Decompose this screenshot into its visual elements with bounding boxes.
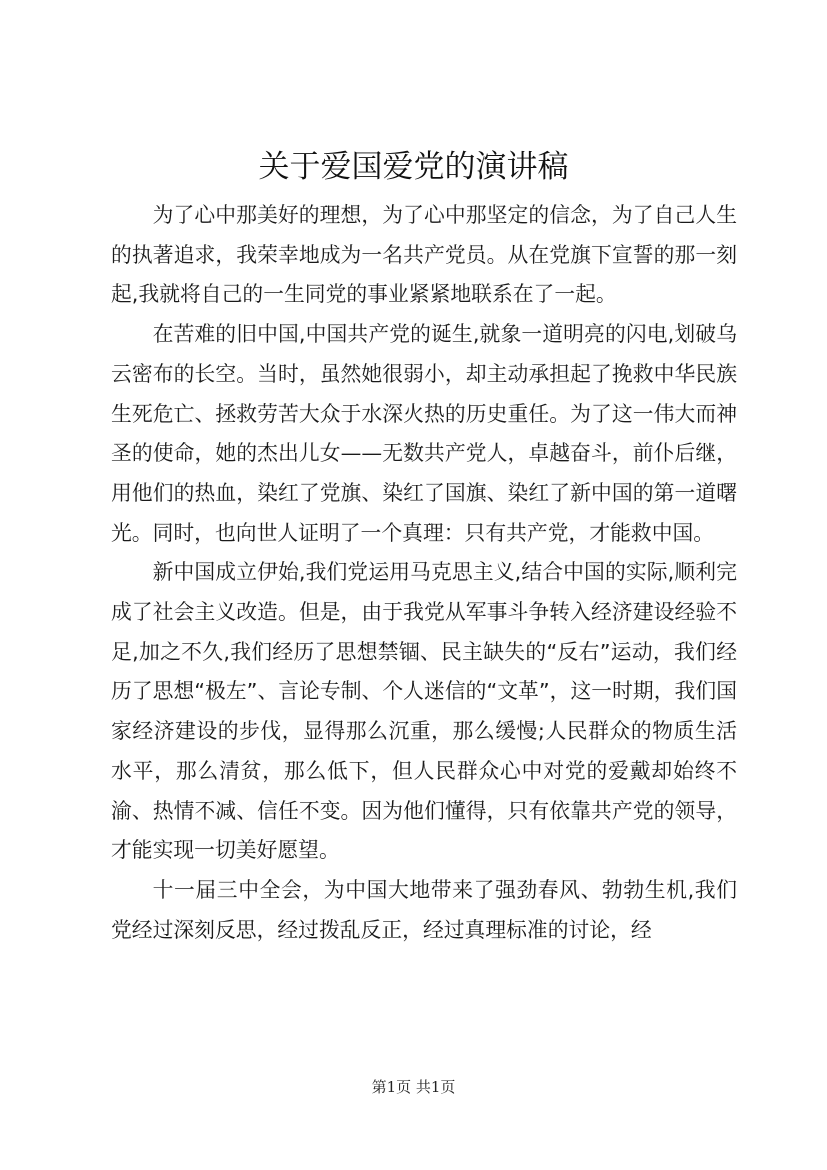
paragraph-1: 为了心中那美好的理想，为了心中那坚定的信念，为了自己人生的执著追求，我荣幸地成为一名共产党员。从在党旗下宣誓的那一刻起,我就将自己的一生同党的事业紧紧地联系在了一起。 — [111, 203, 737, 307]
document-title: 关于爱国爱党的演讲稿 — [258, 149, 569, 185]
paragraph-3: 新中国成立伊始,我们党运用马克思主义,结合中国的实际,顺利完成了社会主义改造。但是，由于我党从军事斗争转入经济建设经验不足,加之不久,我们经历了思想禁锢、民主缺失的“反右”运动，我们经历了思想“极左”、言论专制、个人迷信的“文革”，这一时期，我们国家经济建设的步伐，显得那么沉重，那么缓慢;人民群众的物质生活水平，那么清贫，那么低下，但人民群众心中对党的爱戴却始终不渝、热情不减、信任不变。因为他们懂得，只有依靠共产党的领导，才能实现一切美好愿望。 — [111, 560, 737, 863]
page-number-footer: 第1页 共1页 — [371, 1078, 456, 1096]
paragraph-2: 在苦难的旧中国,中国共产党的诞生,就象一道明亮的闪电,划破乌云密布的长空。当时，虽然她很弱小，却主动承担起了挽救中华民族生死危亡、拯救劳苦大众于水深火热的历史重任。为了这一伟大而神圣的使命，她的杰出儿女——无数共产党人，卓越奋斗，前仆后继，用他们的热血，染红了党旗、染红了国旗、染红了新中国的第一道曙光。同时，也向世人证明了一个真理：只有共产党，才能救中国。 — [111, 322, 737, 545]
document-body — [111, 196, 737, 950]
paragraph-4: 十一届三中全会，为中国大地带来了强劲春风、勃勃生机,我们党经过深刻反思，经过拨乱反正，经过真理标准的讨论，经 — [111, 877, 737, 942]
